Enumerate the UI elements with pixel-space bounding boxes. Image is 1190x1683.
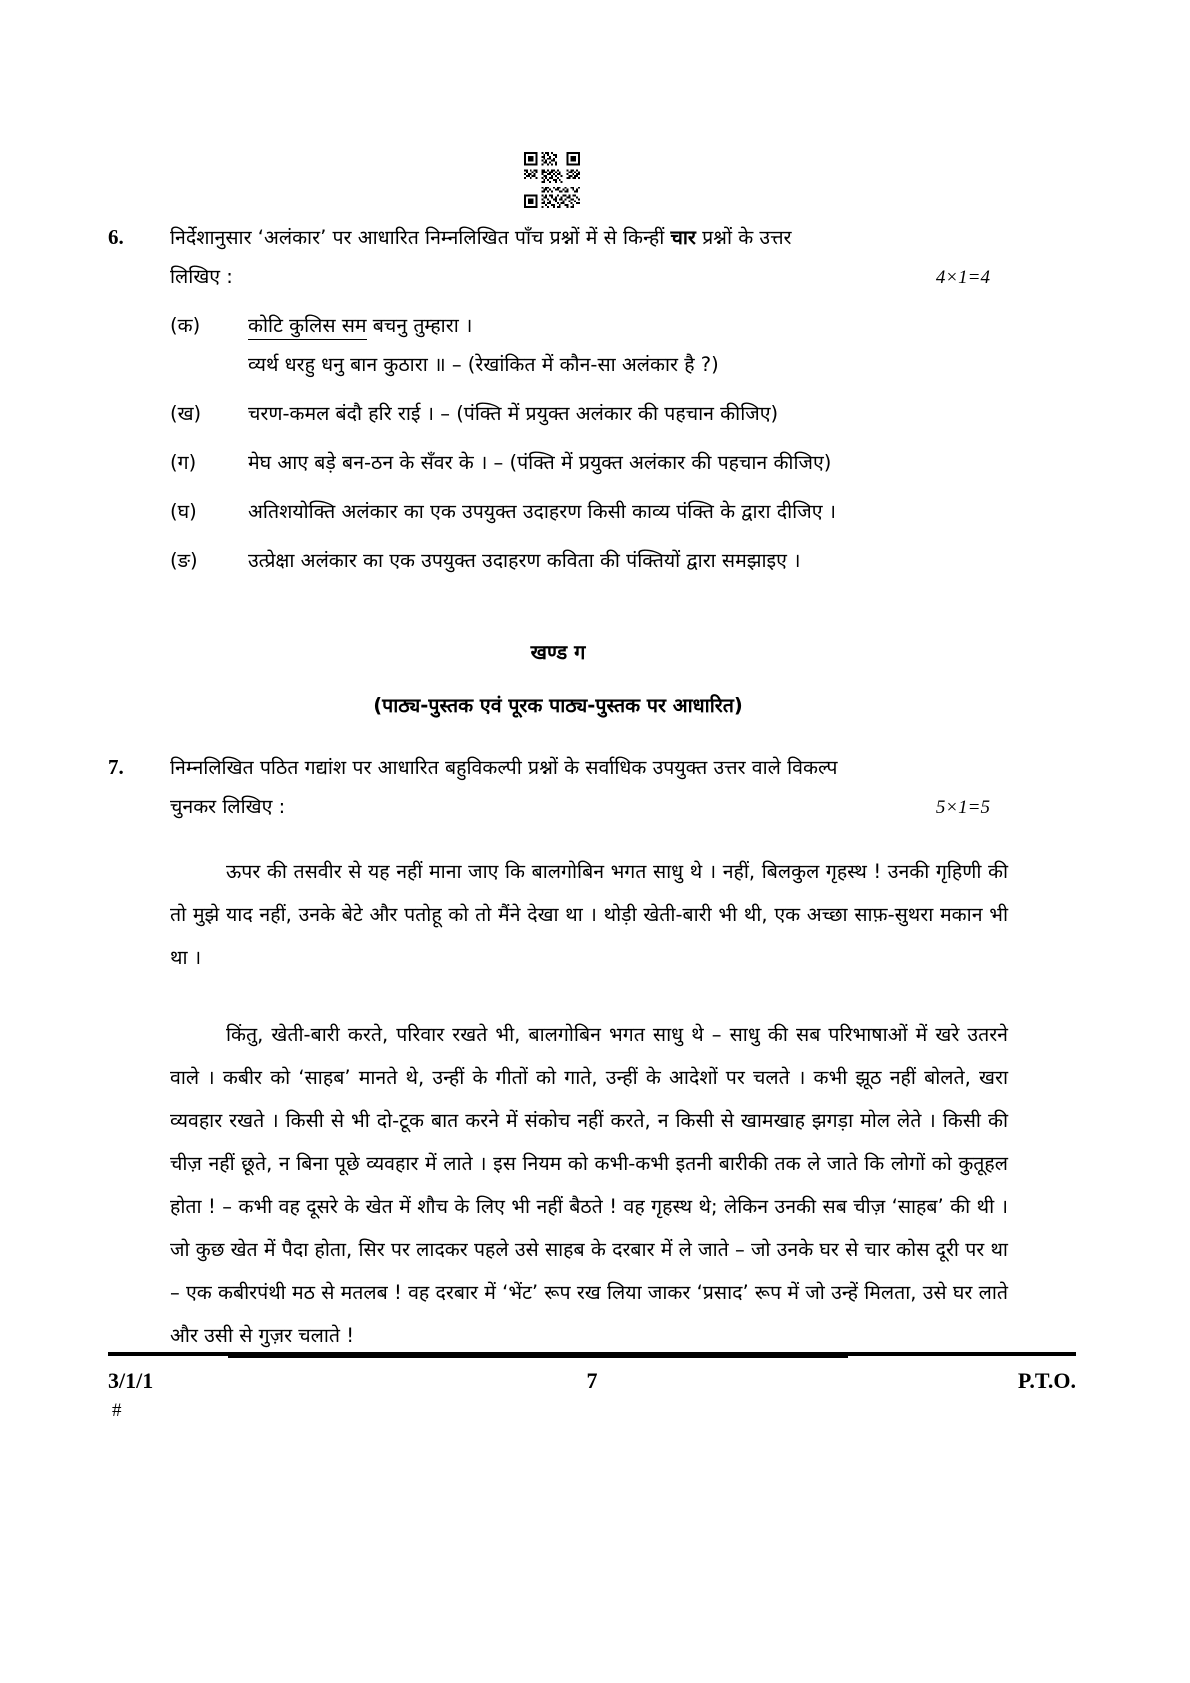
question-7-number: 7. — [108, 755, 124, 779]
qr-code-icon — [524, 152, 580, 208]
question-6-item-nga-label: (ङ) — [170, 549, 198, 572]
question-6 — [108, 218, 1008, 580]
question-6-item-kha-text: चरण-कमल बंदौ हरि राई । – (पंक्ति में प्रयुक्त अलंकार की पहचान कीजिए) — [248, 402, 779, 425]
section-subheading: (पाठ्य-पुस्तक एवं पूरक पाठ्य-पुस्तक पर आधारित) — [373, 694, 743, 717]
question-6-item-gha-text: अतिशयोक्ति अलंकार का एक उपयुक्त उदाहरण किसी काव्य पंक्ति के द्वारा दीजिए । — [248, 500, 837, 523]
footer-divider — [108, 1352, 1076, 1356]
question-6-item-ka — [170, 306, 1008, 384]
question-6-item-gha — [170, 492, 1008, 531]
question-6-stem-line2: लिखिए : — [170, 265, 233, 288]
question-6-item-ka-underlined: कोटि कुलिस सम — [248, 314, 367, 340]
question-6-item-ka-label: (क) — [170, 314, 201, 337]
question-6-item-kha-label: (ख) — [170, 402, 202, 425]
question-7 — [108, 748, 1008, 826]
question-6-stem-emphasis: चार — [670, 226, 696, 249]
question-6-stem-part2: प्रश्नों के उत्तर — [695, 226, 792, 249]
question-6-item-ka-line2: व्यर्थ धरहु धनु बान कुठारा ॥ – (रेखांकित में कौन-सा अलंकार है ?) — [248, 353, 719, 376]
question-6-item-ga — [170, 443, 1008, 482]
page-footer — [108, 1368, 1076, 1438]
footer-hash-mark: # — [112, 1400, 122, 1421]
question-7-stem-line2: चुनकर लिखिए : — [170, 795, 286, 818]
section-heading: खण्ड ग — [530, 640, 586, 664]
question-6-stem-line2-row — [170, 257, 1008, 296]
question-7-stem-line2-row — [170, 787, 1008, 826]
question-7-stem-line1: निम्नलिखित पठित गद्यांश पर आधारित बहुविकल्पी प्रश्नों के सर्वाधिक उपयुक्त उत्तर वाले विकल्प — [170, 756, 838, 779]
pto-label: P.T.O. — [1017, 1368, 1076, 1393]
question-6-item-nga — [170, 541, 1008, 580]
question-content — [108, 218, 1008, 1357]
question-6-number: 6. — [108, 225, 124, 249]
passage-paragraph-1: ऊपर की तसवीर से यह नहीं माना जाए कि बालगोबिन भगत साधु थे । नहीं, बिलकुल गृहस्थ ! उनकी गृहिणी की तो मुझे याद नहीं, उनके बेटे और पतोहू को तो मैंने देखा था । थोड़ी खेती-बारी भी थी, एक अच्छा साफ़-सुथरा मकान भी था । — [170, 860, 1008, 969]
page-number: 7 — [586, 1368, 598, 1393]
question-6-marks: 4×1=4 — [935, 267, 990, 288]
question-6-stem — [170, 218, 1008, 257]
question-7-marks: 5×1=5 — [935, 797, 990, 818]
question-6-item-ka-line1 — [248, 306, 1008, 345]
question-6-item-gha-label: (घ) — [170, 500, 197, 523]
question-6-stem-part1: निर्देशानुसार ‘अलंकार’ पर आधारित निम्नलिखित पाँच प्रश्नों में से किन्हीं — [170, 226, 671, 249]
question-6-item-ga-label: (ग) — [170, 451, 197, 474]
question-6-item-kha — [170, 394, 1008, 433]
question-6-item-ka-line1-rest: बचनु तुम्हारा । — [366, 314, 473, 337]
paper-code: 3/1/1 — [108, 1368, 154, 1393]
question-6-item-nga-text: उत्प्रेक्षा अलंकार का एक उपयुक्त उदाहरण कविता की पंक्तियों द्वारा समझाइए । — [248, 549, 801, 572]
question-6-item-ga-text: मेघ आए बड़े बन-ठन के सँवर के । – (पंक्ति में प्रयुक्त अलंकार की पहचान कीजिए) — [248, 451, 832, 474]
passage-paragraph-2: किंतु, खेती-बारी करते, परिवार रखते भी, बालगोबिन भगत साधु थे – साधु की सब परिभाषाओं में खरे उतरने वाले । कबीर को ‘साहब’ मानते थे, उन्हीं के गीतों को गाते, उन्हीं के आदेशों पर चलते । कभी झूठ नहीं बोलते, खरा व्यवहार रखते । किसी से भी दो-टूक बात करने में संकोच नहीं करते, न किसी से खामखाह झगड़ा मोल लेते । किसी की चीज़ नहीं छूते, न बिना पूछे व्यवहार में लाते । इस नियम को कभी-कभी इतनी बारीकी तक ले जाते कि लोगों को कुतूहल होता ! – कभी वह दूसरे के खेत में शौच के लिए भी नहीं बैठते ! वह गृहस्थ थे; लेकिन उनकी सब चीज़ ‘साहब’ की थी । जो कुछ खेत में पैदा होता, सिर पर लादकर पहले उसे साहब के दरबार में ले जाते – जो उनके घर से चार कोस दूरी पर था – एक कबीरपंथी मठ से मतलब ! वह दरबार में ‘भेंट’ रूप रख लिया जाकर ‘प्रसाद’ रूप में जो उन्हें मिलता, उसे घर लाते और उसी से गुज़र चलाते ! — [170, 1023, 1008, 1347]
